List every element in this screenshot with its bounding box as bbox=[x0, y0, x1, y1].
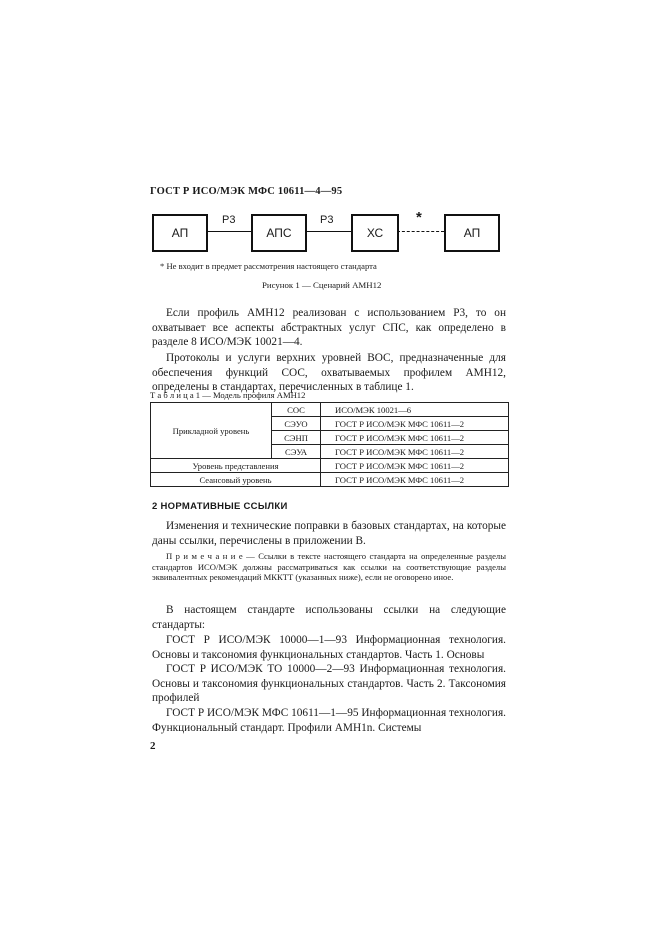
note bbox=[152, 551, 506, 583]
table-cell-standard: ГОСТ Р ИСО/МЭК МФС 10611—2 bbox=[321, 431, 509, 445]
note-label: П р и м е ч а н и е bbox=[166, 551, 243, 561]
page-number: 2 bbox=[150, 740, 156, 752]
note-text: — Ссылки в тексте настоящего стандарта на определенные разделы стандартов ИСО/МЭК должны рассматриваться как ссылки на соответствующие разделы эквивалентных рекомендаций МККТТ (указанных ниже), если не оговорено иное. bbox=[152, 551, 506, 582]
reference-3: ГОСТ Р ИСО/МЭК МФС 10611—1—95 Информационная технология. Функциональный стандарт. Профили АМН1n. Системы bbox=[152, 707, 506, 734]
reference-2: ГОСТ Р ИСО/МЭК ТО 10000—2—93 Информационная технология. Основы и таксономия функциональных стандартов. Часть 2. Таксономия профилей bbox=[152, 663, 506, 704]
document-header: ГОСТ Р ИСО/МЭК МФС 10611—4—95 bbox=[150, 186, 343, 197]
box-aps: АПС bbox=[251, 214, 307, 252]
table-cell-level: Прикладной уровень bbox=[151, 403, 272, 459]
table-cell-standard: ГОСТ Р ИСО/МЭК МФС 10611—2 bbox=[321, 473, 509, 487]
box-xs: ХС bbox=[351, 214, 399, 252]
paragraph-2: Протоколы и услуги верхних уровней ВОС, предназначенные для обеспечения функций СОС, охватываемых профилем АМН12, определены в стандартах, перечисленных в таблице 1. bbox=[152, 352, 506, 393]
table-caption: Т а б л и ц а 1 — Модель профиля АМН12 bbox=[150, 390, 306, 400]
table-cell-level: Сеансовый уровень bbox=[151, 473, 321, 487]
link-label-p3-1: Р3 bbox=[222, 214, 236, 226]
table-row bbox=[151, 473, 509, 487]
profile-model-table bbox=[150, 402, 509, 487]
link-line-dashed bbox=[397, 231, 444, 232]
table-cell-standard: ГОСТ Р ИСО/МЭК МФС 10611—2 bbox=[321, 417, 509, 431]
table-cell-level: Уровень представления bbox=[151, 459, 321, 473]
section-title: 2 НОРМАТИВНЫЕ ССЫЛКИ bbox=[152, 501, 288, 512]
figure-caption: Рисунок 1 — Сценарий АМН12 bbox=[262, 280, 382, 290]
asterisk-mark: * bbox=[416, 209, 422, 226]
table-cell-element: СОС bbox=[272, 403, 321, 417]
table-row bbox=[151, 459, 509, 473]
reference-1: ГОСТ Р ИСО/МЭК 10000—1—93 Информационная технология. Основы и таксономия функциональных стандартов. Часть 1. Основы bbox=[152, 634, 506, 661]
section-paragraph-1: Изменения и технические поправки в базовых стандартах, на которые даны ссылки, перечислены в приложении В. bbox=[152, 520, 506, 547]
paragraph-1: Если профиль АМН12 реализован с использованием Р3, то он охватывает все аспекты абстрактных услуг СПС, как определено в разделе 8 ИСО/МЭК 10021—4. bbox=[152, 307, 506, 348]
link-line-1 bbox=[206, 231, 251, 232]
table-cell-standard: ГОСТ Р ИСО/МЭК МФС 10611—2 bbox=[321, 445, 509, 459]
table-cell-element: СЭУА bbox=[272, 445, 321, 459]
table-cell-element: СЭУО bbox=[272, 417, 321, 431]
link-label-p3-2: Р3 bbox=[320, 214, 334, 226]
figure-footnote: * Не входит в предмет рассмотрения настоящего стандарта bbox=[160, 261, 377, 271]
table-cell-standard: ИСО/МЭК 10021—6 bbox=[321, 403, 509, 417]
box-ap-left: АП bbox=[152, 214, 208, 252]
section-paragraph-2: В настоящем стандарте использованы ссылки на следующие стандарты: bbox=[152, 604, 506, 631]
table-row bbox=[151, 403, 509, 417]
table-cell-standard: ГОСТ Р ИСО/МЭК МФС 10611—2 bbox=[321, 459, 509, 473]
box-ap-right: АП bbox=[444, 214, 500, 252]
table-cell-element: СЭНП bbox=[272, 431, 321, 445]
link-line-2 bbox=[305, 231, 351, 232]
